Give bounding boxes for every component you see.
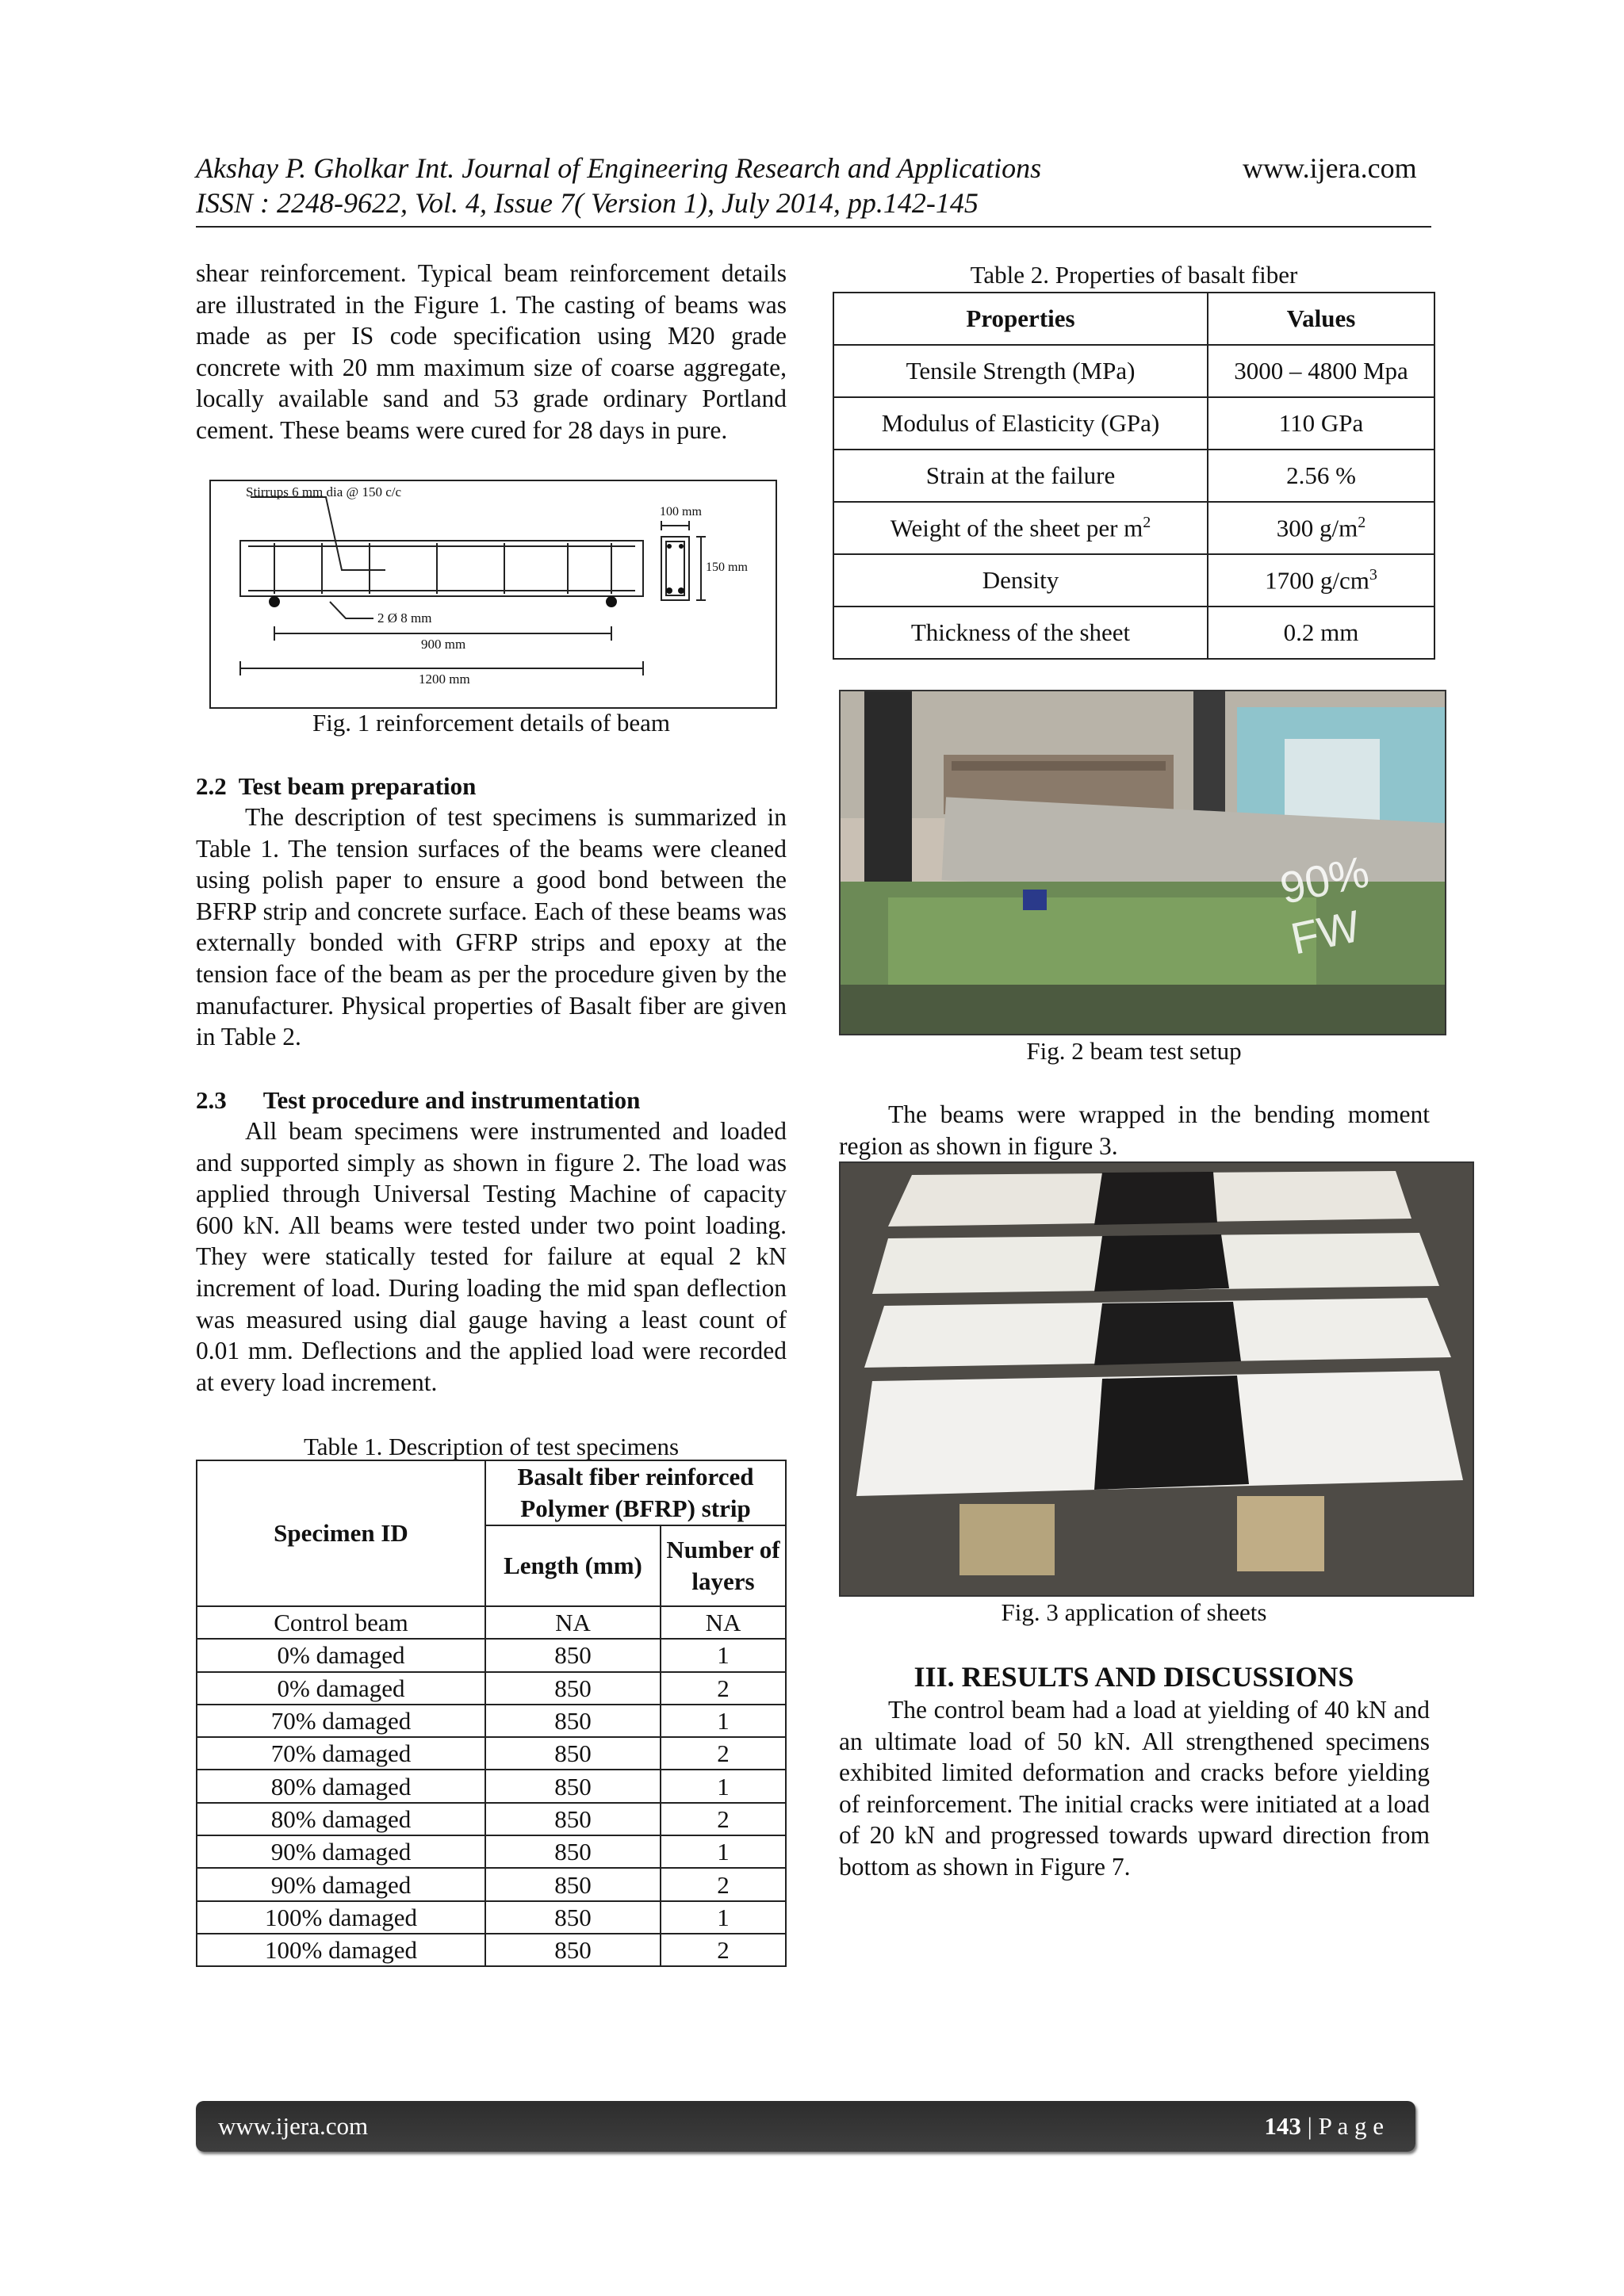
- table-2-row: [833, 397, 1434, 450]
- table-2-row: [833, 450, 1434, 502]
- superscript: 2: [1358, 513, 1366, 531]
- cell-length: 850: [485, 1705, 661, 1737]
- cell-property: [833, 450, 1208, 502]
- table-2-row: [833, 502, 1434, 554]
- table-1-row: [197, 1737, 786, 1770]
- cell-property: [833, 397, 1208, 450]
- col-bfrp-strip: Basalt fiber reinforced Polymer (BFRP) strip: [485, 1460, 786, 1525]
- cell-length: 850: [485, 1803, 661, 1835]
- cell-value: [1208, 345, 1434, 397]
- cell-value: [1208, 397, 1434, 450]
- cell-specimen-id: 80% damaged: [197, 1770, 485, 1802]
- stirrups-label: Stirrups 6 mm dia @ 150 c/c: [246, 484, 402, 499]
- support-right: [606, 596, 617, 607]
- superscript: 3: [1369, 565, 1377, 584]
- table-1-row: [197, 1770, 786, 1802]
- cell-property: [833, 554, 1208, 607]
- col-layers: Number of layers: [661, 1525, 786, 1606]
- beam-4: [856, 1371, 1463, 1496]
- figure-2-caption: Fig. 2 beam test setup: [1026, 1037, 1242, 1065]
- value-text: 0.2 mm: [1283, 618, 1359, 646]
- beam-chalk-label: 90% FW: [1275, 846, 1373, 964]
- section-number: 2.3: [196, 1086, 227, 1114]
- cell-value: [1208, 502, 1434, 554]
- width-label: 100 mm: [660, 505, 702, 519]
- figure-1-reinforcement-drawing: [209, 480, 777, 709]
- figure-2-test-setup-photo: [839, 690, 1446, 1035]
- cell-specimen-id: 70% damaged: [197, 1737, 485, 1770]
- cell-specimen-id: 80% damaged: [197, 1803, 485, 1835]
- cell-layers: 2: [661, 1737, 786, 1770]
- cell-length: 850: [485, 1835, 661, 1868]
- table-2-body: [833, 345, 1434, 659]
- table-2-row: [833, 345, 1434, 397]
- cell-specimen-id: 90% damaged: [197, 1868, 485, 1900]
- beam-2: [872, 1233, 1439, 1294]
- section-2-3-heading: [196, 1085, 640, 1115]
- col-values: Values: [1208, 293, 1434, 345]
- value-text: 2.56 %: [1286, 461, 1356, 489]
- running-header-url: www.ijera.com: [1243, 152, 1417, 184]
- header-rule: [196, 226, 1431, 228]
- value-text: 1700 g/cm: [1265, 566, 1369, 595]
- cell-property: [833, 502, 1208, 554]
- cell-specimen-id: Control beam: [197, 1606, 485, 1639]
- table-1-row: [197, 1705, 786, 1737]
- figure-3-caption: Fig. 3 application of sheets: [1001, 1598, 1267, 1626]
- table-1-row: [197, 1803, 786, 1835]
- cell-length: 850: [485, 1934, 661, 1966]
- page-label: | P a g e: [1300, 2112, 1384, 2140]
- cell-length: 850: [485, 1672, 661, 1705]
- property-text: Strain at the failure: [925, 461, 1116, 489]
- cell-length: 850: [485, 1639, 661, 1671]
- cell-layers: 1: [661, 1901, 786, 1934]
- cell-specimen-id: 100% damaged: [197, 1934, 485, 1966]
- section-title: Test beam preparation: [238, 772, 477, 800]
- col-specimen-id: Specimen ID: [197, 1460, 485, 1606]
- beam-elevation: [240, 541, 643, 596]
- table-1-row: [197, 1672, 786, 1705]
- cell-length: 850: [485, 1901, 661, 1934]
- figure-1-caption: Fig. 1 reinforcement details of beam: [312, 709, 671, 737]
- table-1-row: [197, 1639, 786, 1671]
- cell-layers: 2: [661, 1868, 786, 1900]
- support-left: [269, 596, 280, 607]
- section-2-3-paragraph: All beam specimens were instrumented and loaded and supported simply as shown in figure 2. The load was applied through Universal Testing Machine of capacity 600 kN. All beams were tested under two point loading. They were statically tested for failure at equal 2 kN increment of load. During loading the mid span deflection was measured using dial gauge having a least count of 0.01 mm. Deflections and the applied load were recorded at every load increment.: [196, 1117, 787, 1396]
- col-properties: Properties: [833, 293, 1208, 345]
- cell-property: [833, 345, 1208, 397]
- depth-label: 150 mm: [706, 561, 748, 574]
- table-2-row: [833, 554, 1434, 607]
- section-2-2-paragraph: The description of test specimens is summarized in Table 1. The tension surfaces of the beams were cleaned using polish paper to ensure a good bond between the BFRP strip and concrete surface. Each of these beams was externally bonded with GFRP strips and epoxy at the tension face of the beam as per the procedure given by the manufacturer. Physical properties of Basalt fiber are given in Table 2.: [196, 803, 787, 1051]
- cell-layers: 1: [661, 1705, 786, 1737]
- cell-value: [1208, 607, 1434, 659]
- cell-specimen-id: 90% damaged: [197, 1835, 485, 1868]
- bars-label: 2 Ø 8 mm: [377, 610, 432, 626]
- footer-bar: [196, 2101, 1415, 2152]
- property-text: Density: [982, 566, 1059, 594]
- cell-length: NA: [485, 1606, 661, 1639]
- footer-url: www.ijera.com: [218, 2112, 369, 2140]
- value-text: 3000 – 4800 Mpa: [1234, 357, 1408, 385]
- property-text: Thickness of the sheet: [910, 618, 1131, 646]
- wrap-paragraph: The beams were wrapped in the bending moment region as shown in figure 3.: [839, 1100, 1430, 1160]
- section-number: 2.2: [196, 772, 227, 800]
- cell-specimen-id: 0% damaged: [197, 1639, 485, 1671]
- cell-layers: 2: [661, 1672, 786, 1705]
- footer-page: [1264, 2101, 1384, 2152]
- length-label: 1200 mm: [419, 672, 470, 687]
- running-header-issn: ISSN : 2248-9622, Vol. 4, Issue 7( Version 1), July 2014, pp.142-145: [196, 187, 979, 219]
- cell-value: [1208, 554, 1434, 607]
- figure-3-sheets-photo: [839, 1161, 1474, 1597]
- intro-paragraph: shear reinforcement. Typical beam reinforcement details are illustrated in the Figure 1. The casting of beams was made as per IS code specification using M20 grade concrete with 20 mm maximum size of coarse aggregate, locally available sand and 53 grade ordinary Portland cement. These beams were cured for 28 days in pure.: [196, 259, 787, 444]
- span-label: 900 mm: [421, 637, 466, 652]
- table-1-row: [197, 1901, 786, 1934]
- cell-value: [1208, 450, 1434, 502]
- section-3-heading: III. RESULTS AND DISCUSSIONS: [914, 1661, 1354, 1693]
- table-1-row: [197, 1934, 786, 1966]
- property-text: Weight of the sheet per m: [890, 514, 1143, 542]
- table-2-row: [833, 607, 1434, 659]
- cell-layers: 1: [661, 1770, 786, 1802]
- running-header-authors: Akshay P. Gholkar Int. Journal of Engineering Research and Applications: [196, 152, 1042, 184]
- table-2-caption: Table 2. Properties of basalt fiber: [970, 261, 1298, 289]
- cell-specimen-id: 0% damaged: [197, 1672, 485, 1705]
- table-1-row: [197, 1835, 786, 1868]
- col-length: Length (mm): [485, 1525, 661, 1606]
- table-2-properties: [833, 292, 1435, 660]
- section-title: Test procedure and instrumentation: [262, 1086, 641, 1114]
- superscript: 2: [1143, 513, 1151, 531]
- table-1-row: [197, 1606, 786, 1639]
- table-1-caption: Table 1. Description of test specimens: [303, 1433, 680, 1460]
- cell-length: 850: [485, 1770, 661, 1802]
- cell-layers: 1: [661, 1835, 786, 1868]
- table-1-row: [197, 1868, 786, 1900]
- beam-3: [864, 1298, 1451, 1368]
- table-1-specimens: [196, 1460, 787, 1967]
- wrapped-beams-illustration: [841, 1163, 1473, 1595]
- cell-length: 850: [485, 1737, 661, 1770]
- property-text: Modulus of Elasticity (GPa): [881, 409, 1160, 437]
- cell-length: 850: [485, 1868, 661, 1900]
- table-1-body: [197, 1606, 786, 1966]
- section-2-2-heading: [196, 771, 476, 802]
- value-text: 300 g/m: [1276, 514, 1358, 542]
- cell-specimen-id: 70% damaged: [197, 1705, 485, 1737]
- cell-property: [833, 607, 1208, 659]
- cell-layers: NA: [661, 1606, 786, 1639]
- cell-layers: 2: [661, 1803, 786, 1835]
- cell-specimen-id: 100% damaged: [197, 1901, 485, 1934]
- value-text: 110 GPa: [1278, 409, 1364, 437]
- page-number: 143: [1264, 2112, 1301, 2140]
- beam-1: [888, 1171, 1411, 1226]
- results-paragraph: The control beam had a load at yielding of 40 kN and an ultimate load of 50 kN. All strengthened specimens exhibited limited deformation and cracks before yielding of reinforcement. The initial cracks were initiated at a load of 20 kN and progressed towards upward direction from bottom as shown in Figure 7.: [839, 1696, 1430, 1881]
- property-text: Tensile Strength (MPa): [906, 357, 1136, 385]
- cell-layers: 2: [661, 1934, 786, 1966]
- cell-layers: 1: [661, 1639, 786, 1671]
